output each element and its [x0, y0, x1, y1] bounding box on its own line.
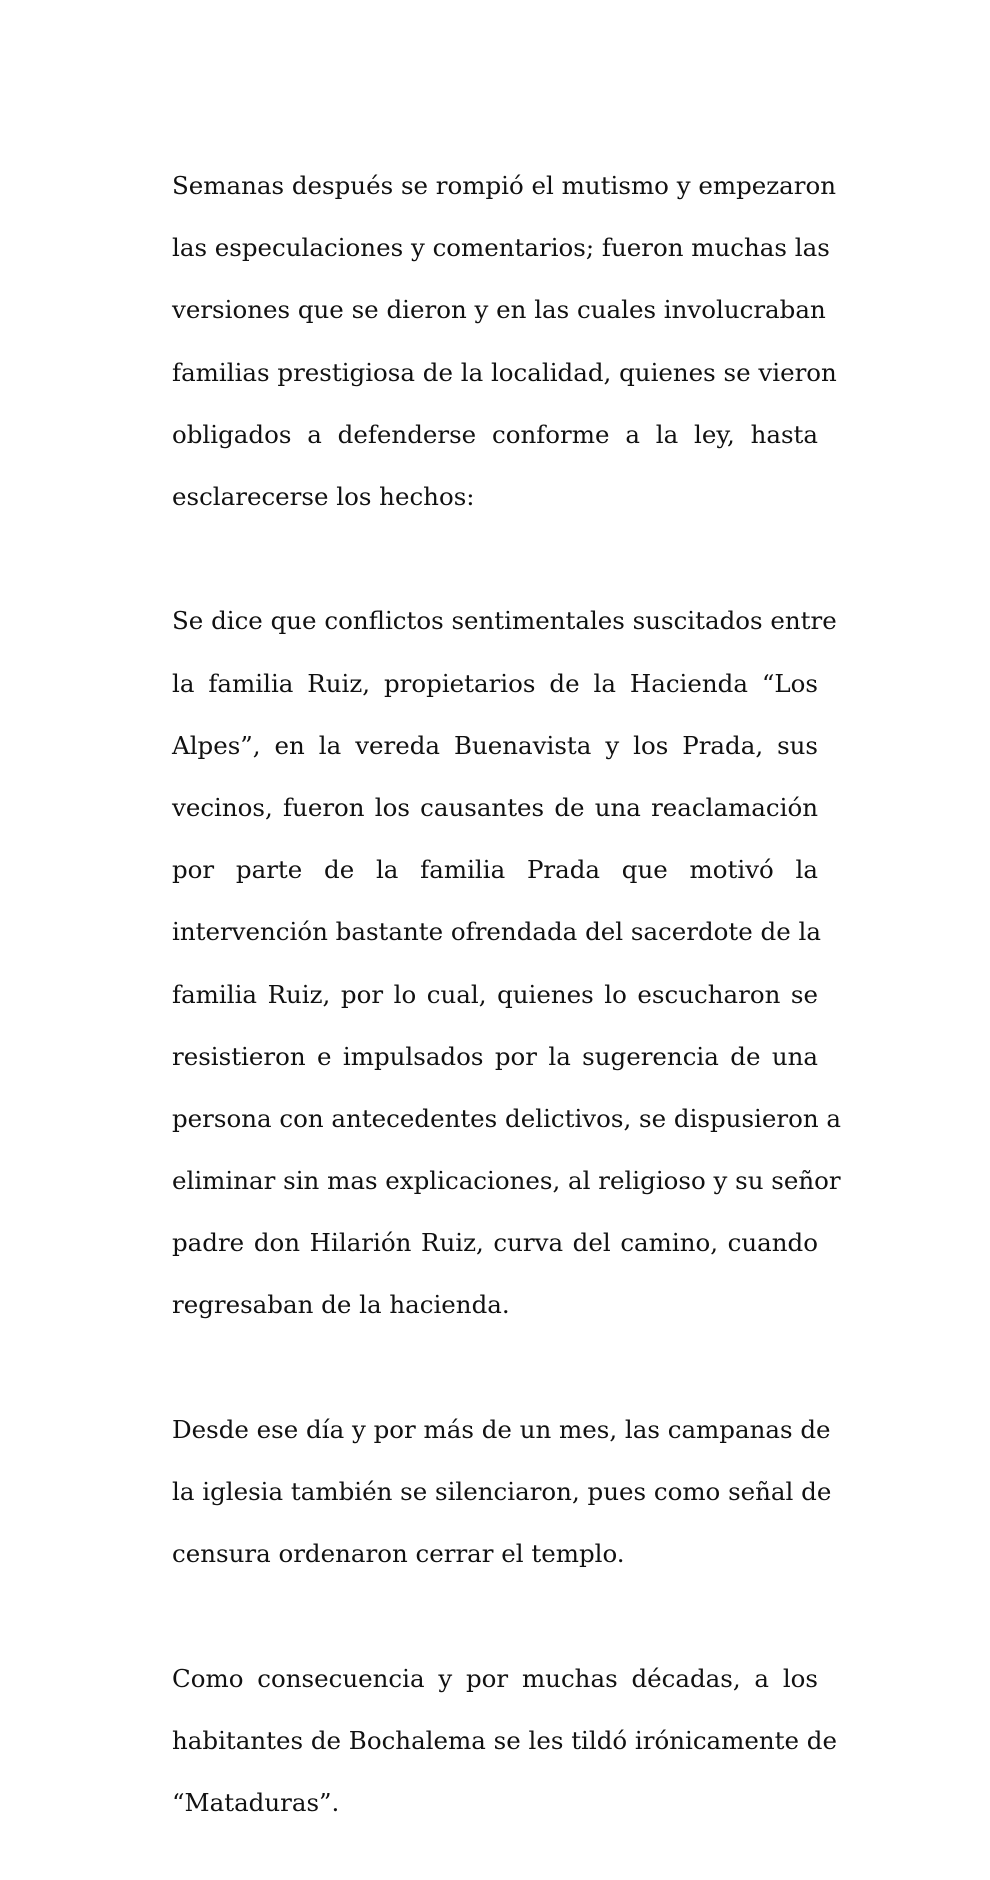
text-line: versiones que se dieron y en las cuales involucraban — [172, 295, 826, 325]
text-line: habitantes de Bochalema se les tildó irónicamente de — [172, 1725, 837, 1755]
text-line: Alpes”, en la vereda Buenavista y los Prada, sus — [172, 730, 818, 760]
text-line: persona con antecedentes delictivos, se dispusieron a — [172, 1103, 842, 1133]
text-line: familia Ruiz, por lo cual, quienes lo escucharon se — [172, 979, 818, 1009]
paragraph-4 — [172, 1632, 837, 1850]
text-line: resistieron e impulsados por la sugerencia de una — [172, 1041, 818, 1071]
paragraph-2 — [172, 574, 842, 1351]
text-line: familias prestigiosa de la localidad, quienes se vieron — [172, 357, 837, 387]
text-line: Semanas después se rompió el mutismo y empezaron — [172, 171, 837, 201]
text-line: Se dice que conflictos sentimentales suscitados entre — [172, 606, 837, 636]
text-line: obligados a defenderse conforme a la ley, hasta — [172, 419, 818, 449]
text-line: eliminar sin mas explicaciones, al religioso y su señor — [172, 1166, 841, 1196]
text-line: esclarecerse los hechos: — [172, 482, 475, 512]
text-line: “Mataduras”. — [172, 1787, 340, 1817]
text-line: Como consecuencia y por muchas décadas, a los — [172, 1663, 818, 1693]
text-line: regresaban de la hacienda. — [172, 1290, 510, 1320]
text-line: vecinos, fueron los causantes de una reaclamación — [172, 792, 818, 822]
paragraph-1 — [172, 139, 837, 543]
text-line: intervención bastante ofrendada del sacerdote de la — [172, 917, 821, 947]
paragraph-3 — [172, 1383, 832, 1601]
text-line: padre don Hilarión Ruiz, curva del camino, cuando — [172, 1228, 818, 1258]
text-line: las especulaciones y comentarios; fueron muchas las — [172, 233, 830, 263]
text-line: Desde ese día y por más de un mes, las campanas de — [172, 1414, 831, 1444]
text-line: la iglesia también se silenciaron, pues como señal de — [172, 1477, 832, 1507]
text-line: censura ordenaron cerrar el templo. — [172, 1539, 625, 1569]
text-line: la familia Ruiz, propietarios de la Hacienda “Los — [172, 668, 818, 698]
body-text — [172, 139, 842, 1880]
text-line: por parte de la familia Prada que motivó la — [172, 855, 818, 885]
